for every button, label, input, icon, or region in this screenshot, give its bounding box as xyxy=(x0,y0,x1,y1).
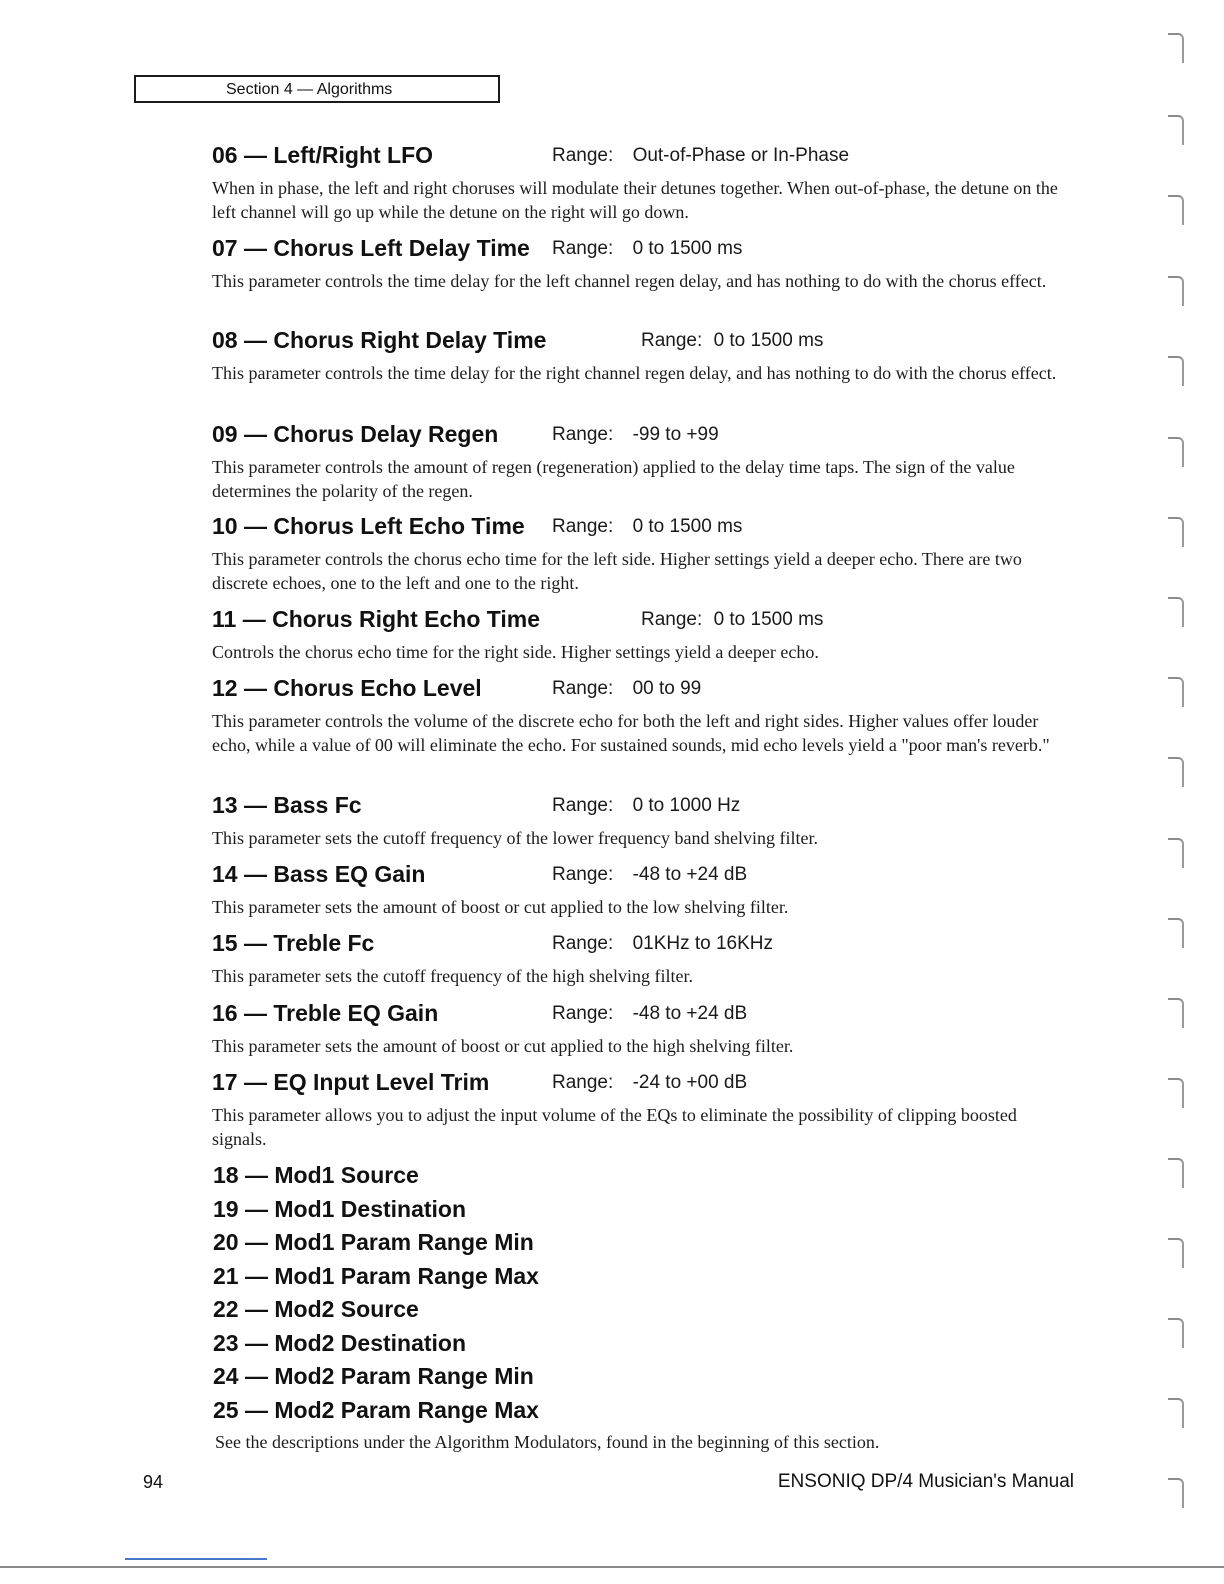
param-block xyxy=(212,928,1072,988)
param-description: This parameter sets the amount of boost or cut applied to the high shelving filter. xyxy=(212,1036,794,1056)
range-value: 0 to 1500 ms xyxy=(713,609,824,630)
scan-edge-mark xyxy=(1168,1158,1184,1188)
param-block xyxy=(212,790,1072,850)
param-title: 07 — Chorus Left Delay Time xyxy=(212,235,530,261)
param-description: This parameter sets the cutoff frequency of the high shelving filter. xyxy=(212,966,694,986)
param-description: This parameter controls the amount of regen (regeneration) applied to the delay time taps. The sign of the value determines the polarity of the regen. xyxy=(212,457,1015,501)
param-range xyxy=(552,422,719,448)
param-title: 10 — Chorus Left Echo Time xyxy=(212,513,525,539)
range-value: 01KHz to 16KHz xyxy=(632,933,774,954)
param-title: 14 — Bass EQ Gain xyxy=(212,861,426,887)
range-label: Range: xyxy=(552,145,614,166)
range-value: Out-of-Phase or In-Phase xyxy=(632,145,850,166)
param-range xyxy=(552,793,740,819)
param-description: This parameter controls the time delay for the right channel regen delay, and has nothing to do with the chorus effect. xyxy=(212,363,1057,383)
param-description: This parameter allows you to adjust the input volume of the EQs to eliminate the possibility of clipping boosted signals. xyxy=(212,1105,1017,1149)
modulator-item: 21 — Mod1 Param Range Max xyxy=(213,1263,539,1289)
param-range xyxy=(552,514,742,540)
range-label: Range: xyxy=(552,795,614,816)
range-value: 00 to 99 xyxy=(632,678,702,699)
modulator-item: 22 — Mod2 Source xyxy=(213,1296,419,1322)
modulator-item: 23 — Mod2 Destination xyxy=(213,1330,467,1356)
param-title: 15 — Treble Fc xyxy=(212,930,375,956)
scan-edge-mark xyxy=(1168,1398,1184,1428)
modulator-item: 19 — Mod1 Destination xyxy=(213,1196,467,1222)
scan-edge-mark xyxy=(1168,195,1184,225)
range-value: -24 to +00 dB xyxy=(632,1072,748,1093)
modulator-item: 18 — Mod1 Source xyxy=(213,1162,419,1188)
param-title: 09 — Chorus Delay Regen xyxy=(212,421,499,447)
page-number: 94 xyxy=(143,1472,164,1492)
range-label: Range: xyxy=(552,516,614,537)
range-label: Range: xyxy=(552,1072,614,1093)
scan-edge-mark xyxy=(1168,356,1184,386)
range-label: Range: xyxy=(641,609,703,630)
scan-edge-mark xyxy=(1168,757,1184,787)
range-value: -48 to +24 dB xyxy=(632,864,748,885)
param-range xyxy=(552,931,773,957)
param-range xyxy=(641,607,823,633)
range-label: Range: xyxy=(552,933,614,954)
scan-edge-mark xyxy=(1168,998,1184,1028)
param-block xyxy=(212,1067,1072,1151)
modulators-note: See the descriptions under the Algorithm Modulators, found in the beginning of this section. xyxy=(215,1432,880,1452)
param-block xyxy=(212,140,1072,224)
param-range xyxy=(552,236,742,262)
scan-edge-mark xyxy=(1168,1478,1184,1508)
param-description: When in phase, the left and right choruses will modulate their detunes together. When out-of-phase, the detune on the left channel will go up while the detune on the right will go down. xyxy=(212,178,1058,222)
scan-edge-mark xyxy=(1168,1078,1184,1108)
param-block xyxy=(212,511,1072,595)
param-description: This parameter sets the amount of boost or cut applied to the low shelving filter. xyxy=(212,897,789,917)
range-label: Range: xyxy=(552,424,614,445)
param-range xyxy=(641,328,823,354)
param-block xyxy=(212,233,1072,293)
scan-edge-mark xyxy=(1168,517,1184,547)
param-block xyxy=(212,673,1072,757)
scan-edge-mark xyxy=(1168,33,1184,63)
param-title: 16 — Treble EQ Gain xyxy=(212,1000,439,1026)
param-block xyxy=(212,325,1072,385)
param-title: 13 — Bass Fc xyxy=(212,792,362,818)
param-description: This parameter controls the time delay for the left channel regen delay, and has nothing to do with the chorus effect. xyxy=(212,271,1047,291)
param-range xyxy=(552,862,747,888)
range-label: Range: xyxy=(552,238,614,259)
param-range xyxy=(552,1001,747,1027)
modulator-item: 24 — Mod2 Param Range Min xyxy=(213,1363,534,1389)
param-title: 08 — Chorus Right Delay Time xyxy=(212,327,547,353)
scan-edge-mark xyxy=(1168,115,1184,145)
param-description: This parameter controls the chorus echo time for the left side. Higher settings yield a deeper echo. There are two discrete echoes, one to the left and one to the right. xyxy=(212,549,1022,593)
param-range xyxy=(552,143,849,169)
param-block xyxy=(212,998,1072,1058)
param-title: 11 — Chorus Right Echo Time xyxy=(212,606,541,632)
page-bottom-link-mark xyxy=(125,1558,267,1560)
modulator-item: 25 — Mod2 Param Range Max xyxy=(213,1397,539,1423)
param-title: 12 — Chorus Echo Level xyxy=(212,675,482,701)
range-label: Range: xyxy=(641,330,703,351)
range-value: 0 to 1000 Hz xyxy=(632,795,741,816)
scan-edge-mark xyxy=(1168,838,1184,868)
param-description: This parameter controls the volume of the discrete echo for both the left and right sides. Higher values offer louder echo, while a value of 00 will eliminate the echo. For sustained sounds, mid echo levels yield a "poor man's reverb." xyxy=(212,711,1050,755)
scan-edge-mark xyxy=(1168,437,1184,467)
manual-title: ENSONIQ DP/4 Musician's Manual xyxy=(777,1471,1074,1492)
scan-edge-mark xyxy=(1168,276,1184,306)
param-block xyxy=(212,604,1072,664)
range-value: 0 to 1500 ms xyxy=(632,238,743,259)
range-value: 0 to 1500 ms xyxy=(632,516,743,537)
param-range xyxy=(552,1070,747,1096)
scan-edge-mark xyxy=(1168,1318,1184,1348)
modulator-item: 20 — Mod1 Param Range Min xyxy=(213,1229,534,1255)
scan-edge-mark xyxy=(1168,597,1184,627)
param-description: Controls the chorus echo time for the right side. Higher settings yield a deeper echo. xyxy=(212,642,819,662)
range-value: -48 to +24 dB xyxy=(632,1003,748,1024)
scan-edge-mark xyxy=(1168,677,1184,707)
range-label: Range: xyxy=(552,678,614,699)
param-description: This parameter sets the cutoff frequency of the lower frequency band shelving filter. xyxy=(212,828,818,848)
range-value: -99 to +99 xyxy=(632,424,719,445)
param-range xyxy=(552,676,701,702)
range-value: 0 to 1500 ms xyxy=(713,330,824,351)
param-title: 17 — EQ Input Level Trim xyxy=(212,1069,490,1095)
section-header-box xyxy=(134,75,500,103)
param-title: 06 — Left/Right LFO xyxy=(212,142,434,168)
param-block xyxy=(212,859,1072,919)
range-label: Range: xyxy=(552,1003,614,1024)
section-header-label: Section 4 — Algorithms xyxy=(226,81,393,98)
page-bottom-edge xyxy=(0,1566,1224,1568)
range-label: Range: xyxy=(552,864,614,885)
scan-edge-mark xyxy=(1168,1238,1184,1268)
scan-edge-mark xyxy=(1168,918,1184,948)
param-block xyxy=(212,419,1072,503)
